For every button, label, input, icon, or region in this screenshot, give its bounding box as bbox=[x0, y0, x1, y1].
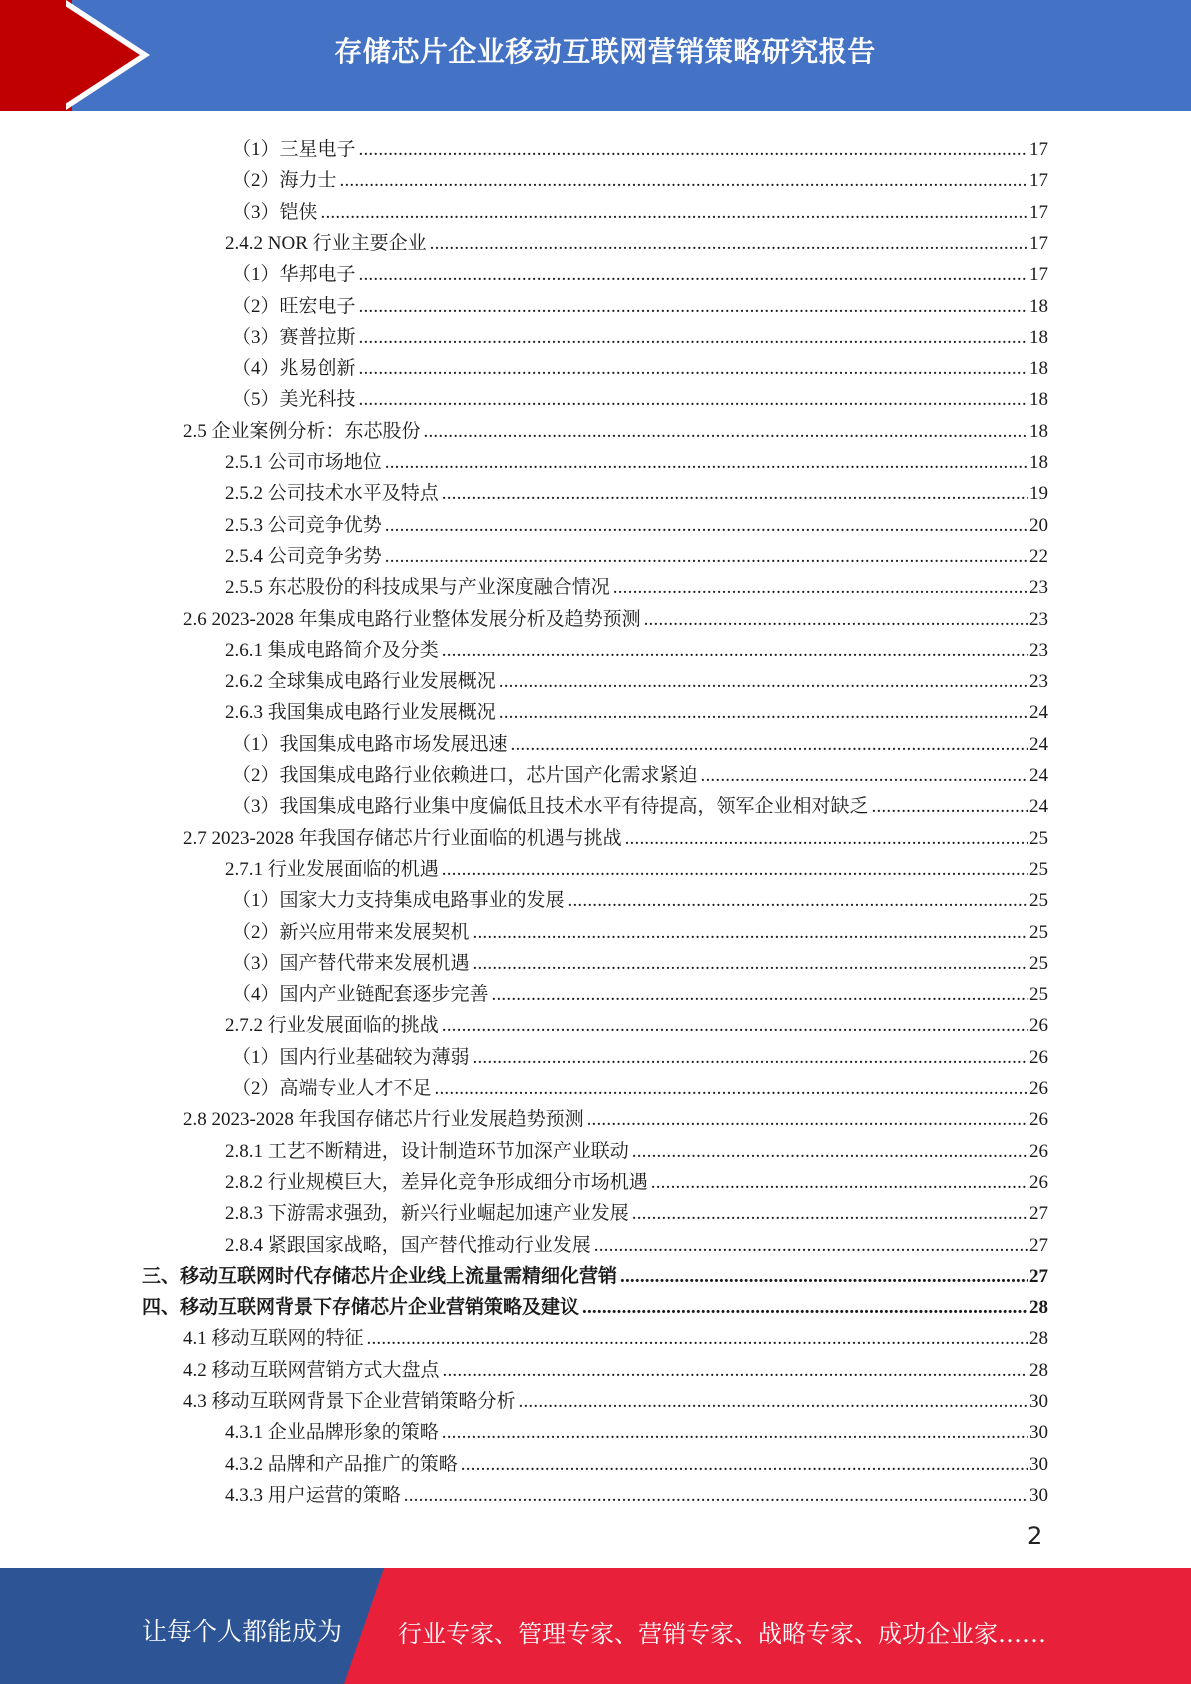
toc-entry-title: （1）我国集成电路市场发展迅速 bbox=[232, 733, 508, 755]
toc-leader-dots bbox=[359, 265, 1028, 284]
toc-entry-page: 18 bbox=[1029, 295, 1048, 317]
toc-entry[interactable] bbox=[232, 1067, 1048, 1098]
toc-leader-dots bbox=[442, 484, 1028, 503]
toc-leader-dots bbox=[321, 203, 1028, 222]
toc-entry-title: （3）赛普拉斯 bbox=[232, 326, 356, 348]
toc-leader-dots bbox=[587, 1110, 1028, 1129]
toc-entry-page: 18 bbox=[1029, 452, 1048, 473]
toc-entry[interactable] bbox=[225, 472, 1048, 503]
toc-entry-page: 24 bbox=[1029, 765, 1048, 786]
toc-entry-page: 18 bbox=[1029, 420, 1048, 442]
toc-entry-title: 2.6.1 集成电路简介及分类 bbox=[225, 639, 439, 661]
toc-entry-page: 18 bbox=[1029, 389, 1048, 411]
toc-leader-dots bbox=[442, 1016, 1028, 1035]
page-number: 2 bbox=[1027, 1522, 1043, 1550]
toc-entry-page: 17 bbox=[1029, 201, 1048, 223]
toc-leader-dots bbox=[340, 171, 1028, 190]
toc-leader-dots bbox=[511, 735, 1028, 754]
toc-entry[interactable] bbox=[232, 316, 1048, 347]
toc-entry[interactable] bbox=[225, 441, 1048, 472]
toc-entry[interactable] bbox=[232, 785, 1048, 816]
toc-entry-page: 18 bbox=[1029, 358, 1048, 380]
toc-entry[interactable] bbox=[225, 848, 1048, 879]
toc-entry[interactable] bbox=[183, 1317, 1048, 1348]
toc-entry-title: 4.3.2 品牌和产品推广的策略 bbox=[225, 1453, 458, 1475]
toc-entry[interactable] bbox=[232, 191, 1048, 222]
toc-entry[interactable] bbox=[183, 1098, 1048, 1129]
toc-entry-title: 2.5.2 公司技术水平及特点 bbox=[225, 483, 439, 505]
toc-entry-title: （1）华邦电子 bbox=[232, 264, 356, 286]
toc-entry-page: 25 bbox=[1029, 890, 1048, 912]
toc-entry[interactable] bbox=[232, 879, 1048, 910]
toc-leader-dots bbox=[473, 954, 1028, 973]
toc-entry-title: 2.8.1 工艺不断精进，设计制造环节加深产业联动 bbox=[225, 1140, 629, 1162]
toc-entry-page: 24 bbox=[1029, 702, 1048, 724]
toc-entry-page: 19 bbox=[1029, 483, 1048, 505]
toc-leader-dots bbox=[620, 1267, 1028, 1286]
toc-entry-page: 30 bbox=[1029, 1422, 1048, 1444]
toc-leader-dots bbox=[519, 1392, 1028, 1411]
toc-entry[interactable] bbox=[225, 535, 1048, 566]
toc-entry-page: 25 bbox=[1029, 984, 1048, 1006]
toc-entry-page: 23 bbox=[1029, 577, 1048, 599]
toc-entry-title: 2.5.3 公司竞争优势 bbox=[225, 514, 382, 536]
footer-slant bbox=[344, 1568, 384, 1684]
toc-entry[interactable] bbox=[232, 347, 1048, 378]
toc-entry[interactable] bbox=[232, 285, 1048, 316]
toc-entry-page: 28 bbox=[1029, 1359, 1048, 1381]
toc-entry-title: （1）国内行业基础较为薄弱 bbox=[232, 1046, 470, 1068]
toc-entry-title: 2.7.1 行业发展面临的机遇 bbox=[225, 858, 439, 880]
toc-entry-page: 25 bbox=[1029, 921, 1048, 943]
toc-entry-page: 28 bbox=[1029, 1328, 1048, 1350]
toc-entry-title: （2）旺宏电子 bbox=[232, 295, 356, 317]
toc-entry-page: 26 bbox=[1029, 1171, 1048, 1193]
toc-entry[interactable] bbox=[225, 504, 1048, 535]
toc-entry-title: 2.5.4 公司竞争劣势 bbox=[225, 545, 382, 567]
toc-entry-title: 2.8.4 紧跟国家战略，国产替代推动行业发展 bbox=[225, 1234, 591, 1256]
toc-entry[interactable] bbox=[225, 566, 1048, 597]
toc-entry-title: （4）国内产业链配套逐步完善 bbox=[232, 984, 489, 1006]
toc-entry[interactable] bbox=[225, 691, 1048, 722]
toc-entry-title: 2.6.2 全球集成电路行业发展概况 bbox=[225, 671, 496, 693]
toc-entry[interactable] bbox=[225, 222, 1048, 253]
toc-entry-page: 27 bbox=[1029, 1234, 1048, 1256]
toc-leader-dots bbox=[443, 1361, 1028, 1380]
toc-entry-page: 22 bbox=[1029, 545, 1048, 567]
toc-entry[interactable] bbox=[232, 1036, 1048, 1067]
toc-entry-title: （2）高端专业人才不足 bbox=[232, 1078, 432, 1099]
toc-leader-dots bbox=[568, 891, 1028, 910]
toc-entry[interactable] bbox=[232, 253, 1048, 284]
toc-entry-title: 4.3.1 企业品牌形象的策略 bbox=[225, 1422, 439, 1444]
toc-entry[interactable] bbox=[225, 1004, 1048, 1035]
toc-entry-page: 18 bbox=[1029, 326, 1048, 348]
toc-leader-dots bbox=[492, 985, 1028, 1004]
toc-entry-title: 4.1 移动互联网的特征 bbox=[183, 1328, 364, 1350]
toc-leader-dots bbox=[404, 1486, 1028, 1505]
toc-entry[interactable] bbox=[225, 1443, 1048, 1474]
toc-entry-page: 30 bbox=[1029, 1391, 1048, 1412]
toc-entry[interactable] bbox=[225, 1192, 1048, 1223]
toc-entry-title: 2.5 企业案例分析：东芯股份 bbox=[183, 420, 421, 442]
toc-entry-page: 25 bbox=[1029, 827, 1048, 849]
toc-leader-dots bbox=[359, 390, 1028, 409]
toc-entry-title: 4.2 移动互联网营销方式大盘点 bbox=[183, 1359, 440, 1381]
toc-entry-page: 26 bbox=[1029, 1140, 1048, 1162]
toc-entry[interactable] bbox=[225, 629, 1048, 660]
toc-leader-dots bbox=[385, 516, 1028, 535]
toc-entry[interactable] bbox=[225, 1130, 1048, 1161]
toc-leader-dots bbox=[442, 860, 1028, 879]
header-arrow-icon bbox=[56, 0, 140, 110]
toc-leader-dots bbox=[582, 1298, 1028, 1317]
toc-leader-dots bbox=[461, 1455, 1028, 1474]
toc-entry-title: （3）铠侠 bbox=[232, 201, 318, 223]
page-header bbox=[0, 0, 1191, 111]
toc-entry-title: 2.7.2 行业发展面临的挑战 bbox=[225, 1015, 439, 1037]
toc-entry-title: （5）美光科技 bbox=[232, 389, 356, 411]
toc-entry-title: （4）兆易创新 bbox=[232, 358, 356, 380]
toc-leader-dots bbox=[430, 234, 1028, 253]
toc-entry[interactable] bbox=[183, 598, 1048, 629]
toc-leader-dots bbox=[613, 578, 1028, 597]
toc-entry-title: 4.3.3 用户运营的策略 bbox=[225, 1484, 401, 1506]
toc-entry-title: 2.7 2023-2028 年我国存储芯片行业面临的机遇与挑战 bbox=[183, 827, 622, 849]
toc-entry-title: 2.5.5 东芯股份的科技成果与产业深度融合情况 bbox=[225, 577, 610, 599]
toc-entry[interactable] bbox=[232, 128, 1048, 159]
toc-leader-dots bbox=[359, 297, 1028, 316]
toc-entry[interactable] bbox=[183, 1380, 1048, 1411]
toc-leader-dots bbox=[625, 829, 1028, 848]
toc-entry-page: 24 bbox=[1029, 796, 1048, 818]
toc-leader-dots bbox=[359, 359, 1028, 378]
toc-entry-title: （1）国家大力支持集成电路事业的发展 bbox=[232, 890, 565, 912]
toc-entry[interactable] bbox=[225, 660, 1048, 691]
toc-leader-dots bbox=[499, 672, 1028, 691]
toc-entry-page: 27 bbox=[1029, 1265, 1048, 1287]
toc-entry[interactable] bbox=[225, 1161, 1048, 1192]
toc-entry[interactable] bbox=[225, 1474, 1048, 1505]
toc-leader-dots bbox=[594, 1236, 1028, 1255]
toc-leader-dots bbox=[435, 1079, 1028, 1098]
toc-entry[interactable] bbox=[232, 378, 1048, 409]
toc-entry-page: 27 bbox=[1029, 1203, 1048, 1225]
toc-leader-dots bbox=[872, 797, 1028, 816]
toc-entry-title: （2）海力士 bbox=[232, 170, 337, 192]
toc-entry[interactable] bbox=[142, 1255, 1048, 1286]
toc-entry-page: 17 bbox=[1029, 139, 1048, 160]
toc-entry[interactable] bbox=[183, 1349, 1048, 1380]
toc-entry-title: （3）我国集成电路行业集中度偏低且技术水平有待提高，领军企业相对缺乏 bbox=[232, 796, 869, 818]
toc-entry-page: 26 bbox=[1029, 1015, 1048, 1037]
toc-entry[interactable] bbox=[232, 973, 1048, 1004]
toc-leader-dots bbox=[367, 1329, 1028, 1348]
toc-leader-dots bbox=[442, 1423, 1028, 1442]
toc-leader-dots bbox=[385, 547, 1028, 566]
toc-leader-dots bbox=[632, 1142, 1028, 1161]
toc-leader-dots bbox=[701, 766, 1028, 785]
toc-entry-page: 17 bbox=[1029, 232, 1048, 254]
toc-entry[interactable] bbox=[232, 754, 1048, 785]
toc-entry-page: 26 bbox=[1029, 1046, 1048, 1068]
toc-entry[interactable] bbox=[142, 1286, 1048, 1317]
footer-roles: 行业专家、管理专家、营销专家、战略专家、成功企业家…… bbox=[398, 1620, 1046, 1648]
toc-leader-dots bbox=[473, 923, 1028, 942]
toc-entry[interactable] bbox=[232, 159, 1048, 190]
toc-entry[interactable] bbox=[232, 723, 1048, 754]
footer-slogan: 让每个人都能成为 bbox=[142, 1617, 343, 1646]
toc-leader-dots bbox=[424, 422, 1028, 441]
toc-entry-page: 26 bbox=[1029, 1078, 1048, 1099]
toc-entry-page: 30 bbox=[1029, 1484, 1048, 1506]
page-footer bbox=[0, 1568, 1191, 1684]
toc-entry[interactable] bbox=[225, 1224, 1048, 1255]
toc-entry-page: 28 bbox=[1029, 1297, 1048, 1319]
toc-entry-page: 20 bbox=[1029, 514, 1048, 536]
toc-entry-title: 2.8 2023-2028 年我国存储芯片行业发展趋势预测 bbox=[183, 1109, 584, 1131]
toc-entry-page: 17 bbox=[1029, 264, 1048, 286]
toc-entry-page: 23 bbox=[1029, 671, 1048, 693]
toc-leader-dots bbox=[651, 1173, 1028, 1192]
toc-entry-title: 4.3 移动互联网背景下企业营销策略分析 bbox=[183, 1391, 516, 1412]
toc-entry-title: （3）国产替代带来发展机遇 bbox=[232, 952, 470, 974]
toc-entry[interactable] bbox=[232, 942, 1048, 973]
toc-leader-dots bbox=[499, 703, 1028, 722]
toc-entry-title: 四、移动互联网背景下存储芯片企业营销策略及建议 bbox=[142, 1297, 580, 1319]
toc-leader-dots bbox=[473, 1048, 1028, 1067]
toc-entry-page: 23 bbox=[1029, 639, 1048, 661]
toc-entry-page: 26 bbox=[1029, 1109, 1048, 1131]
toc-entry[interactable] bbox=[183, 817, 1048, 848]
toc-entry-title: 2.8.3 下游需求强劲，新兴行业崛起加速产业发展 bbox=[225, 1203, 629, 1225]
toc-entry-title: 2.8.2 行业规模巨大，差异化竞争形成细分市场机遇 bbox=[225, 1171, 648, 1193]
toc-entry-page: 25 bbox=[1029, 952, 1048, 974]
toc-entry-page: 23 bbox=[1029, 608, 1048, 630]
toc-entry[interactable] bbox=[232, 911, 1048, 942]
toc-entry-page: 24 bbox=[1029, 733, 1048, 755]
report-title: 存储芯片企业移动互联网营销策略研究报告 bbox=[334, 35, 876, 68]
toc-entry-title: 2.6.3 我国集成电路行业发展概况 bbox=[225, 702, 496, 724]
toc-entry-title: （1）三星电子 bbox=[232, 139, 356, 160]
toc-entry-title: 2.4.2 NOR 行业主要企业 bbox=[225, 232, 427, 254]
toc-entry-page: 25 bbox=[1029, 858, 1048, 880]
toc-leader-dots bbox=[442, 641, 1028, 660]
toc-entry-title: （2）我国集成电路行业依赖进口，芯片国产化需求紧迫 bbox=[232, 765, 698, 786]
toc-leader-dots bbox=[644, 610, 1028, 629]
toc-entry-title: 三、移动互联网时代存储芯片企业线上流量需精细化营销 bbox=[142, 1265, 618, 1287]
toc-leader-dots bbox=[385, 453, 1028, 472]
toc-leader-dots bbox=[359, 140, 1028, 159]
toc-leader-dots bbox=[632, 1204, 1028, 1223]
toc-entry[interactable] bbox=[183, 410, 1048, 441]
toc-entry-title: 2.6 2023-2028 年集成电路行业整体发展分析及趋势预测 bbox=[183, 608, 641, 630]
toc-entry-page: 30 bbox=[1029, 1453, 1048, 1475]
toc-entry-page: 17 bbox=[1029, 170, 1048, 192]
toc-entry-title: 2.5.1 公司市场地位 bbox=[225, 452, 382, 473]
toc-entry[interactable] bbox=[225, 1411, 1048, 1442]
toc-entry-title: （2）新兴应用带来发展契机 bbox=[232, 921, 470, 943]
toc-leader-dots bbox=[359, 328, 1028, 347]
